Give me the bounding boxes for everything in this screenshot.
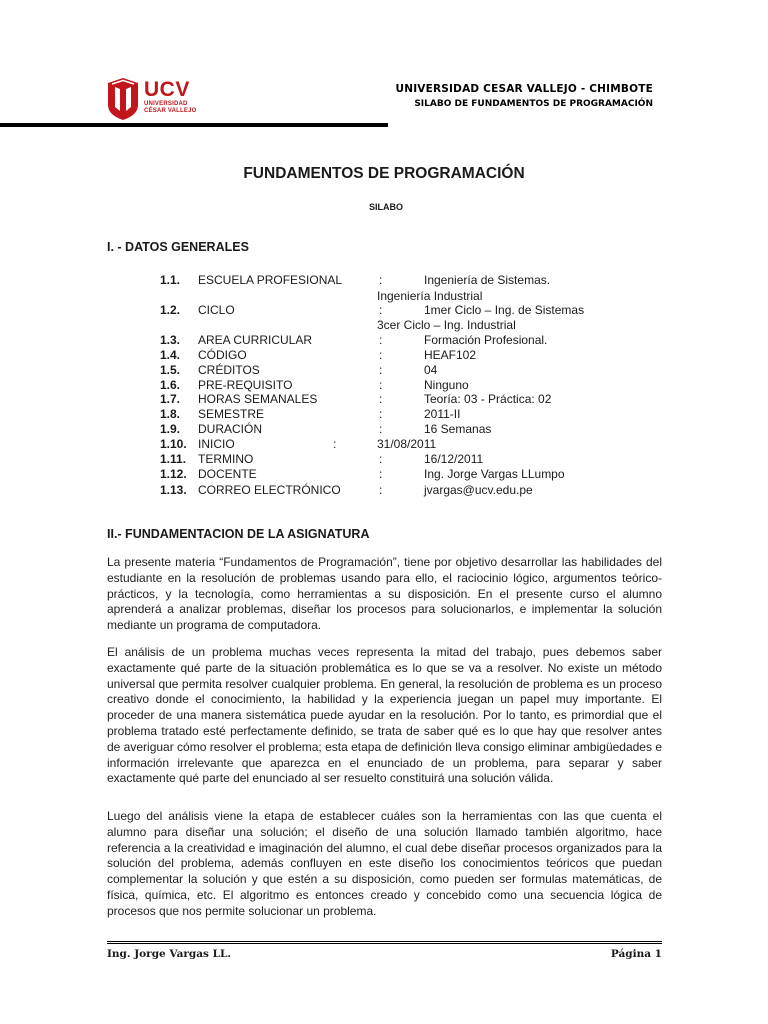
item-label: TERMINO <box>198 452 254 466</box>
item-label: PRE-REQUISITO <box>198 378 293 392</box>
footer-rule <box>107 941 662 944</box>
logo-wordmark: UCV <box>144 78 190 101</box>
item-label: SEMESTRE <box>198 407 265 421</box>
document-title: FUNDAMENTOS DE PROGRAMACIÓN <box>243 165 525 182</box>
item-number: 1.1. <box>160 273 181 287</box>
section-heading-fundamentacion: II.- FUNDAMENTACION DE LA ASIGNATURA <box>107 527 370 541</box>
item-colon: : <box>379 452 383 466</box>
item-number: 1.13. <box>160 483 187 497</box>
item-number: 1.3. <box>160 333 181 347</box>
item-label: HORAS SEMANALES <box>198 392 318 406</box>
item-number: 1.2. <box>160 303 181 317</box>
logo-subtext-2: CÉSAR VALLEJO <box>144 108 197 114</box>
ucv-logo <box>106 77 206 121</box>
item-colon: : <box>379 407 383 421</box>
item-number: 1.11. <box>160 452 187 466</box>
item-value-continuation: 3cer Ciclo – Ing. Industrial <box>377 318 516 332</box>
item-label: CRÉDITOS <box>198 363 260 377</box>
item-value: Formación Profesional. <box>424 333 548 347</box>
item-value: jvargas@ucv.edu.pe <box>424 483 533 497</box>
item-number: 1.10. <box>160 437 187 451</box>
item-label: CICLO <box>198 303 235 317</box>
item-label: ESCUELA PROFESIONAL <box>198 273 343 287</box>
item-colon: : <box>379 333 383 347</box>
item-value: 31/08/2011 <box>377 437 437 451</box>
document-subtitle: SILABO <box>368 202 403 212</box>
item-value: 16 Semanas <box>424 422 492 436</box>
section-heading-datos-generales: I. - DATOS GENERALES <box>107 240 249 254</box>
header-university: UNIVERSIDAD CESAR VALLEJO - CHIMBOTE <box>395 83 653 95</box>
item-number: 1.8. <box>160 407 181 421</box>
item-colon: : <box>379 378 383 392</box>
item-value: Ninguno <box>424 378 469 392</box>
paragraph: La presente materia “Fundamentos de Programación”, tiene por objetivo desarrollar las habilidades del estudiante en la resolución de problemas usando para ello, el raciocinio lógico, argumentos teórico-prácticos, y la tecnología, como herramientas a su disposición. En el presente curso el alumno aprenderá a analizar problemas, diseñar los procesos para solucionarlos, e implementar la solución mediante un programa de computadora. <box>107 555 662 633</box>
header-course: SILABO DE FUNDAMENTOS DE PROGRAMACIÓN <box>414 99 653 109</box>
item-value: 1mer Ciclo – Ing. de Sistemas <box>424 303 585 317</box>
item-colon: : <box>379 273 383 287</box>
item-value: Teoría: 03 - Práctica: 02 <box>424 392 552 406</box>
paragraph: El análisis de un problema muchas veces representa la mitad del trabajo, pues debemos saber exactamente qué parte de la situación problemática es lo que se va a resolver. No existe un método universal que permita resolver cualquier problema. En general, la resolución de problema es un proceso creativo donde el conocimiento, la habilidad y la experiencia juegan un papel muy importante. El proceder de una manera sistemática puede ayudar en la resolución. Por lo tanto, es primordial que el problema tratado esté perfectamente definido, se trata de saber qué es lo que hay que resolver antes de averiguar cómo resolver el problema; esta etapa de definición lleva consigo eliminar ambigüedades e información irrelevante que aparezca en el enunciado de un problema, para separar y saber exactamente qué parte del enunciado al ser resuelto constituirá una solución válida. <box>107 645 662 786</box>
item-label: DOCENTE <box>198 467 257 481</box>
ucv-emblem-icon <box>106 77 140 121</box>
item-value: Ingeniería de Sistemas. <box>424 273 551 287</box>
item-value: Ing. Jorge Vargas LLumpo <box>424 467 565 481</box>
item-number: 1.7. <box>160 392 181 406</box>
item-label: INICIO <box>198 437 235 451</box>
item-colon: : <box>379 467 383 481</box>
item-label: CÓDIGO <box>198 348 247 362</box>
item-colon: : <box>379 392 383 406</box>
footer-author: Ing. Jorge Vargas LL. <box>107 948 232 960</box>
item-label: DURACIÓN <box>198 422 263 436</box>
item-number: 1.9. <box>160 422 181 436</box>
item-number: 1.5. <box>160 363 181 377</box>
item-value: HEAF102 <box>424 348 477 362</box>
paragraph: Luego del análisis viene la etapa de establecer cuáles son la herramientas con las que cuenta el alumno para diseñar una solución; el diseño de una solución llamado también algoritmo, hace referencia a la creatividad e imaginación del alumno, el cual debe diseñar procesos organizados para la solución del problema, además confluyen en este diseño los conocimientos teóricos que puedan complementar la solución y que estén a su disposición, como pueden ser formulas matemáticas, de física, química, etc. El algoritmo es entonces creado y concebido como una secuencia lógica de procesos que nos permite solucionar un problema. <box>107 809 662 918</box>
item-number: 1.6. <box>160 378 181 392</box>
item-label: AREA CURRICULAR <box>198 333 313 347</box>
item-label: CORREO ELECTRÓNICO <box>198 483 341 497</box>
item-value: 04 <box>424 363 438 377</box>
item-colon: : <box>379 422 383 436</box>
item-colon: : <box>379 303 383 317</box>
item-value: 16/12/2011 <box>424 452 484 466</box>
item-colon: : <box>379 363 383 377</box>
header-rule <box>0 123 388 127</box>
item-number: 1.12. <box>160 467 187 481</box>
item-colon: : <box>379 348 383 362</box>
item-number: 1.4. <box>160 348 181 362</box>
item-value-continuation: Ingeniería Industrial <box>377 289 483 303</box>
item-colon: : <box>379 483 383 497</box>
item-value: 2011-II <box>424 407 461 421</box>
item-colon: : <box>333 437 337 451</box>
logo-subtext-1: UNIVERSIDAD <box>144 101 188 107</box>
footer-page-number: Página 1 <box>610 948 662 960</box>
